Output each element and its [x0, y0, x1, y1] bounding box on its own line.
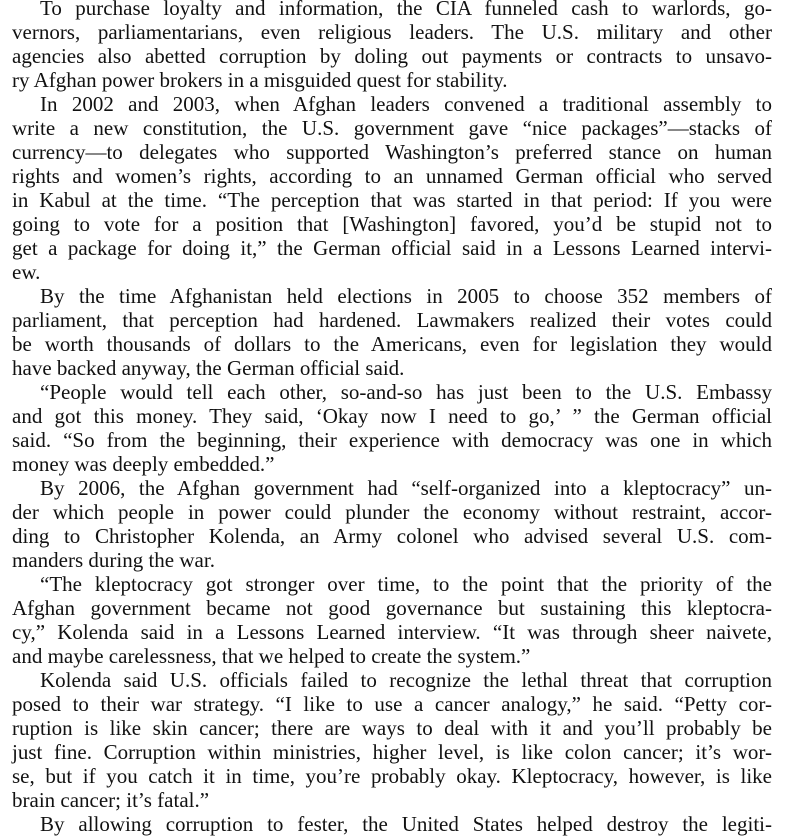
paragraph	[12, 812, 772, 836]
text-line: In 2002 and 2003, when Afghan leaders convened a traditional assembly to	[40, 92, 772, 116]
text-line: going to vote for a position that [Washington] favored, you’d be stupid not to	[12, 212, 772, 236]
text-line: said. “So from the beginning, their experience with democracy was one in which	[12, 428, 772, 452]
text-line: By 2006, the Afghan government had “self-organized into a kleptocracy” un-	[40, 476, 772, 500]
text-line: “People would tell each other, so-and-so has just been to the U.S. Embassy	[40, 380, 772, 404]
text-line: se, but if you catch it in time, you’re probably okay. Kleptocracy, however, is like	[12, 764, 772, 788]
text-line: By allowing corruption to fester, the United States helped destroy the legiti-	[40, 812, 772, 836]
text-line: By the time Afghanistan held elections in 2005 to choose 352 members of	[40, 284, 772, 308]
text-line: ry Afghan power brokers in a misguided quest for stability.	[12, 68, 508, 92]
text-line: manders during the war.	[12, 548, 215, 572]
text-line: in Kabul at the time. “The perception that was started in that period: If you were	[12, 188, 772, 212]
paragraph	[12, 92, 772, 284]
paragraph	[12, 284, 772, 380]
text-line: Afghan government became not good governance but sustaining this kleptocra-	[12, 596, 772, 620]
text-line: write a new constitution, the U.S. government gave “nice packages”—stacks of	[12, 116, 772, 140]
text-line: To purchase loyalty and information, the CIA funneled cash to warlords, go-	[40, 0, 772, 20]
text-line: ruption is like skin cancer; there are ways to deal with it and you’ll probably be	[12, 716, 772, 740]
paragraph	[12, 0, 772, 92]
text-line: money was deeply embedded.”	[12, 452, 275, 476]
text-line: be worth thousands of dollars to the Americans, even for legislation they would	[12, 332, 772, 356]
paragraph	[12, 476, 772, 572]
text-line: der which people in power could plunder the economy without restraint, accor-	[12, 500, 772, 524]
text-line: “The kleptocracy got stronger over time, to the point that the priority of the	[40, 572, 772, 596]
text-line: just fine. Corruption within ministries, higher level, is like colon cancer; it’s wor-	[12, 740, 772, 764]
text-line: currency—to delegates who supported Washington’s preferred stance on human	[12, 140, 772, 164]
text-line: ew.	[12, 260, 41, 284]
text-line: and maybe carelessness, that we helped to create the system.”	[12, 644, 531, 668]
text-line: Kolenda said U.S. officials failed to recognize the lethal threat that corruption	[40, 668, 772, 692]
text-line: cy,” Kolenda said in a Lessons Learned interview. “It was through sheer naivete,	[12, 620, 772, 644]
text-line: vernors, parliamentarians, even religious leaders. The U.S. military and other	[12, 20, 772, 44]
text-line: brain cancer; it’s fatal.”	[12, 788, 210, 812]
article-body	[12, 0, 772, 836]
text-line: posed to their war strategy. “I like to use a cancer analogy,” he said. “Petty cor-	[12, 692, 772, 716]
paragraph	[12, 380, 772, 476]
paragraph	[12, 668, 772, 812]
text-line: get a package for doing it,” the German official said in a Lessons Learned intervi-	[12, 236, 772, 260]
text-line: agencies also abetted corruption by doling out payments or contracts to unsavo-	[12, 44, 772, 68]
text-line: parliament, that perception had hardened. Lawmakers realized their votes could	[12, 308, 772, 332]
text-line: have backed anyway, the German official said.	[12, 356, 405, 380]
text-line: and got this money. They said, ‘Okay now I need to go,’ ” the German official	[12, 404, 772, 428]
text-line: ding to Christopher Kolenda, an Army colonel who advised several U.S. com-	[12, 524, 772, 548]
text-line: rights and women’s rights, according to an unnamed German official who served	[12, 164, 772, 188]
paragraph	[12, 572, 772, 668]
